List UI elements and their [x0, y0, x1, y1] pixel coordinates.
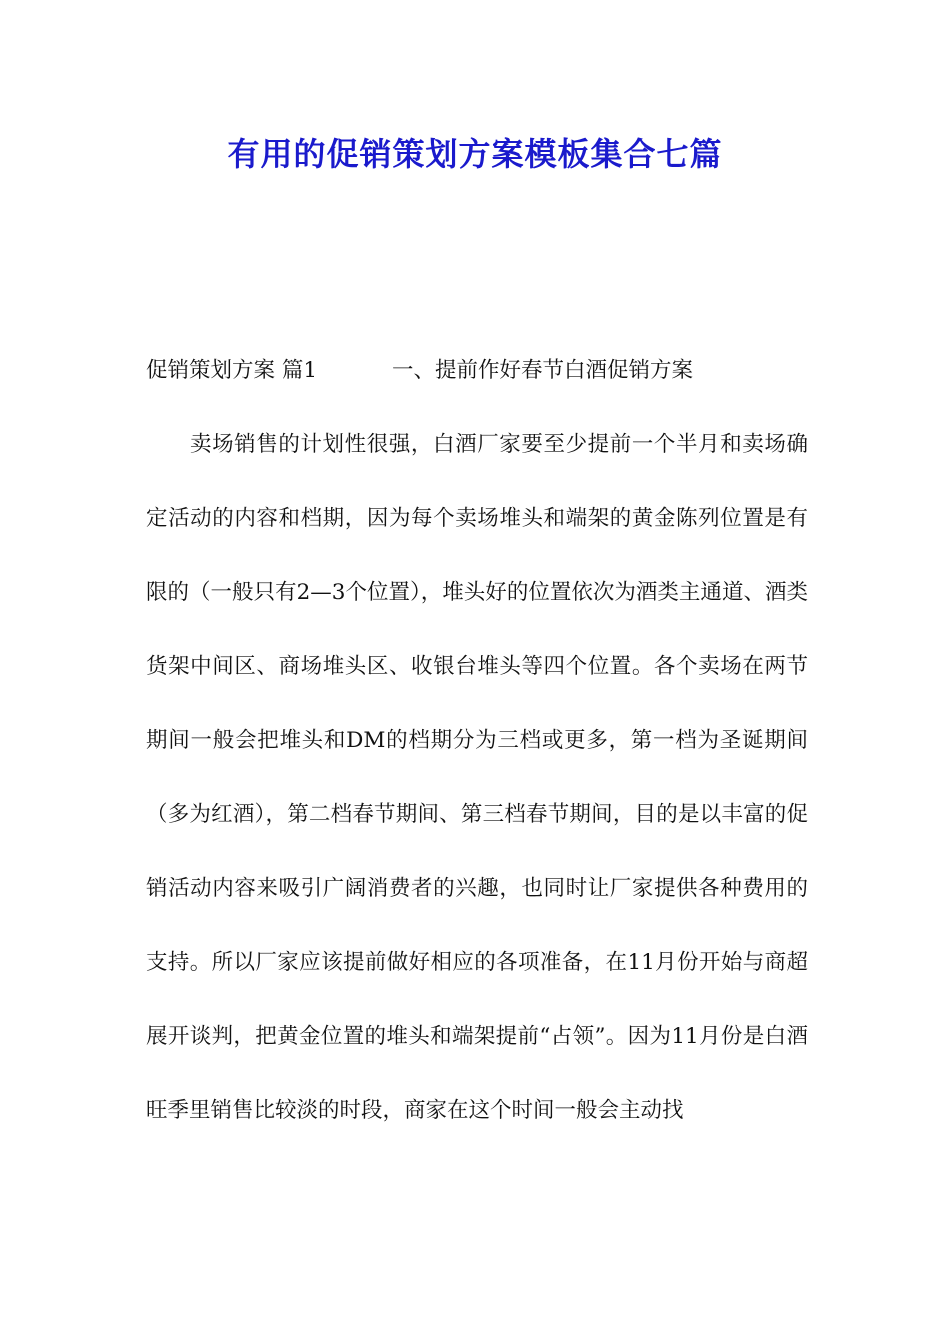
document-body	[146, 334, 808, 1148]
section-label: 促销策划方案 篇1	[146, 358, 318, 383]
section-heading-line	[146, 334, 808, 408]
body-paragraph: 卖场销售的计划性很强，白酒厂家要至少提前一个半月和卖场确定活动的内容和档期，因为每个卖场堆头和端架的黄金陈列位置是有限的（一般只有2—3个位置），堆头好的位置依次为酒类主通道、酒类货架中间区、商场堆头区、收银台堆头等四个位置。各个卖场在两节期间一般会把堆头和DM的档期分为三档或更多，第一档为圣诞期间（多为红酒），第二档春节期间、第三档春节期间，目的是以丰富的促销活动内容来吸引广阔消费者的兴趣，也同时让厂家提供各种费用的支持。所以厂家应该提前做好相应的各项准备，在11月份开始与商超展开谈判，把黄金位置的堆头和端架提前“占领”。因为11月份是白酒旺季里销售比较淡的时段，商家在这个时间一般会主动找	[146, 432, 808, 1123]
document-title: 有用的促销策划方案模板集合七篇	[227, 135, 723, 173]
section-heading: 一、提前作好春节白酒促销方案	[392, 358, 694, 383]
